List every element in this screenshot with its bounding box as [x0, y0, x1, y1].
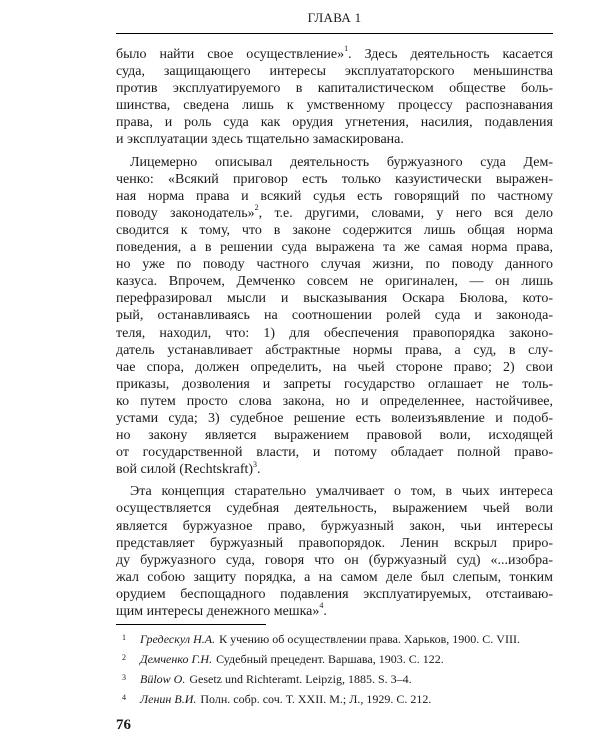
text-line [116, 410, 553, 427]
line-text: сводится к тому, что в законе содержится лишь общая норма [116, 222, 553, 238]
line-text: чае спора, должен определить, на чьей стороне право; 2) свои [116, 359, 553, 375]
footnote-author: Демченко Г.Н. [140, 652, 213, 666]
line-text-tail: . [257, 462, 261, 478]
line-text: перефразировал мысли и высказывания Оскара Бюлова, кото- [116, 291, 553, 307]
line-text: представляет буржуазный правопорядок. Ленин вскрыл приро- [116, 535, 553, 551]
line-text: ду буржуазного суда, говоря что он (буржуазный суд) «...изобра- [116, 552, 553, 568]
paragraph [116, 483, 553, 620]
footnote-text: Gesetz und Richteramt. Leipzig, 1885. S. 3–4. [189, 672, 412, 686]
text-line [116, 535, 553, 552]
line-text: и эксплуатации здесь тщательно замаскирована. [116, 132, 404, 148]
text-line [116, 603, 553, 620]
text-line [116, 307, 553, 324]
text-line [116, 518, 553, 535]
text-line [116, 256, 553, 273]
header-rule [116, 33, 553, 34]
line-text: суда, защищающего интересы эксплуататорского меньшинства [116, 64, 553, 80]
line-text: ченко: «Всякий приговор есть только казуистически выражен- [116, 171, 553, 187]
footnote-ref[interactable]: 4 [319, 601, 324, 611]
text-line [116, 342, 553, 359]
text-line [116, 483, 553, 500]
footnote-item [116, 630, 553, 650]
line-text: ная норма права и всякий судья есть говорящий по частному [116, 188, 553, 204]
line-text: Эта концепция старательно умалчивает о том, в чьих интереса [130, 484, 553, 500]
text-line [116, 46, 553, 63]
text-line [116, 325, 553, 342]
line-text: поводу законодатель» [116, 205, 255, 221]
text-line [116, 273, 553, 290]
footnote-text: К учению об осуществлении права. Харьков, 1900. С. VIII. [219, 632, 520, 646]
line-text: является буржуазное право, буржуазный закон, чьи интересы [116, 518, 553, 534]
footnote-author: Ленин В.И. [140, 692, 197, 706]
line-text: Лицемерно описывал деятельность буржуазного суда Дем- [130, 154, 553, 170]
text-line [116, 239, 553, 256]
line-text-tail: , т.е. другими, словами, у него вся дело [258, 205, 553, 221]
line-text: щим интересы денежного мешка» [116, 604, 320, 619]
text-line [116, 171, 553, 188]
paragraph [116, 154, 553, 479]
footnote-number: 2 [122, 653, 126, 662]
footnote-number: 4 [122, 693, 126, 702]
line-text: шинства, сведена лишь к умственному процессу распознавания [116, 98, 553, 114]
footnote-text: Судебный прецедент. Варшава, 1903. С. 122. [216, 652, 444, 666]
line-text: устами суда; 3) судебное решение есть волеизъявление и подоб- [116, 410, 553, 426]
footnote-rule [116, 624, 266, 625]
text-line [116, 376, 553, 393]
footnote-author: Гредескул Н.А. [140, 632, 216, 646]
footnote-text: Полн. собр. соч. Т. XXII. М.; Л., 1929. С. 212. [200, 692, 432, 706]
line-text: но уже по поводу частного случая жизни, по поводу данного [116, 257, 553, 273]
text-line [116, 154, 553, 171]
footnote-ref[interactable]: 1 [344, 44, 349, 54]
line-text: приказы, дозволения и запреты государство оглашает не толь- [116, 376, 553, 392]
footnote-ref[interactable]: 2 [254, 203, 259, 213]
text-line [116, 188, 553, 205]
text-line [116, 114, 553, 131]
footnote-ref[interactable]: 3 [253, 459, 258, 469]
text-line [116, 569, 553, 586]
text-line [116, 290, 553, 307]
line-text: поведения, а в решении суда выражена та же самая норма права, [116, 240, 553, 256]
text-line [116, 552, 553, 569]
line-text: рый, останавливаясь на соотношении ролей суда и законода- [116, 308, 553, 324]
footnote-item [116, 650, 553, 670]
text-line [116, 359, 553, 376]
line-text-tail: . [323, 604, 327, 619]
footnote-author: Bülow O. [140, 672, 186, 686]
page-number: 76 [116, 717, 131, 733]
footnote-number: 1 [122, 633, 126, 642]
text-line [116, 131, 553, 148]
paragraph [116, 46, 553, 149]
text-line [116, 393, 553, 410]
line-text: но закону является выражением правовой воли, исходящей [116, 428, 553, 444]
line-text: против эксплуатируемого в капиталистическом обществе боль- [116, 81, 553, 97]
text-line [116, 586, 553, 603]
footnote-number: 3 [122, 673, 126, 682]
line-text: вой силой (Rechtskraft) [116, 462, 254, 478]
line-text: жал собою защиту порядка, а на самом деле был слепым, тонким [116, 569, 553, 585]
text-line [116, 80, 553, 97]
line-text: датель устанавливает абстрактные нормы права, а суд, в слу- [116, 342, 553, 358]
text-line [116, 500, 553, 517]
text-line [116, 205, 553, 222]
line-text: орудием беспощадного подавления эксплуатируемых, отстаиваю- [116, 586, 553, 602]
text-line [116, 222, 553, 239]
footnote-item [116, 690, 553, 710]
line-text: было найти свое осуществление» [116, 47, 345, 62]
line-text: права, и роль суда как орудия угнетения, насилия, подавления [116, 115, 553, 131]
line-text: от государственной власти, и потому обладает полной право- [116, 445, 553, 461]
line-text: осуществляется судебная деятельность, выражением чьей воли [116, 501, 553, 517]
text-line [116, 461, 553, 478]
text-line [116, 63, 553, 80]
body-text [116, 46, 553, 625]
line-text: теля, находил, что: 1) для обеспечения правопорядка законо- [116, 325, 553, 341]
text-line [116, 427, 553, 444]
line-text-tail: . Здесь деятельность касается [348, 47, 553, 62]
line-text: ко путем просто слова закона, но и определеннее, настойчивее, [116, 393, 553, 409]
running-header: ГЛАВА 1 [307, 10, 362, 25]
text-line [116, 97, 553, 114]
footnotes [116, 630, 553, 710]
line-text: казуса. Впрочем, Демченко совсем не оригинален, — он лишь [116, 274, 553, 290]
text-line [116, 444, 553, 461]
footnote-item [116, 670, 553, 690]
